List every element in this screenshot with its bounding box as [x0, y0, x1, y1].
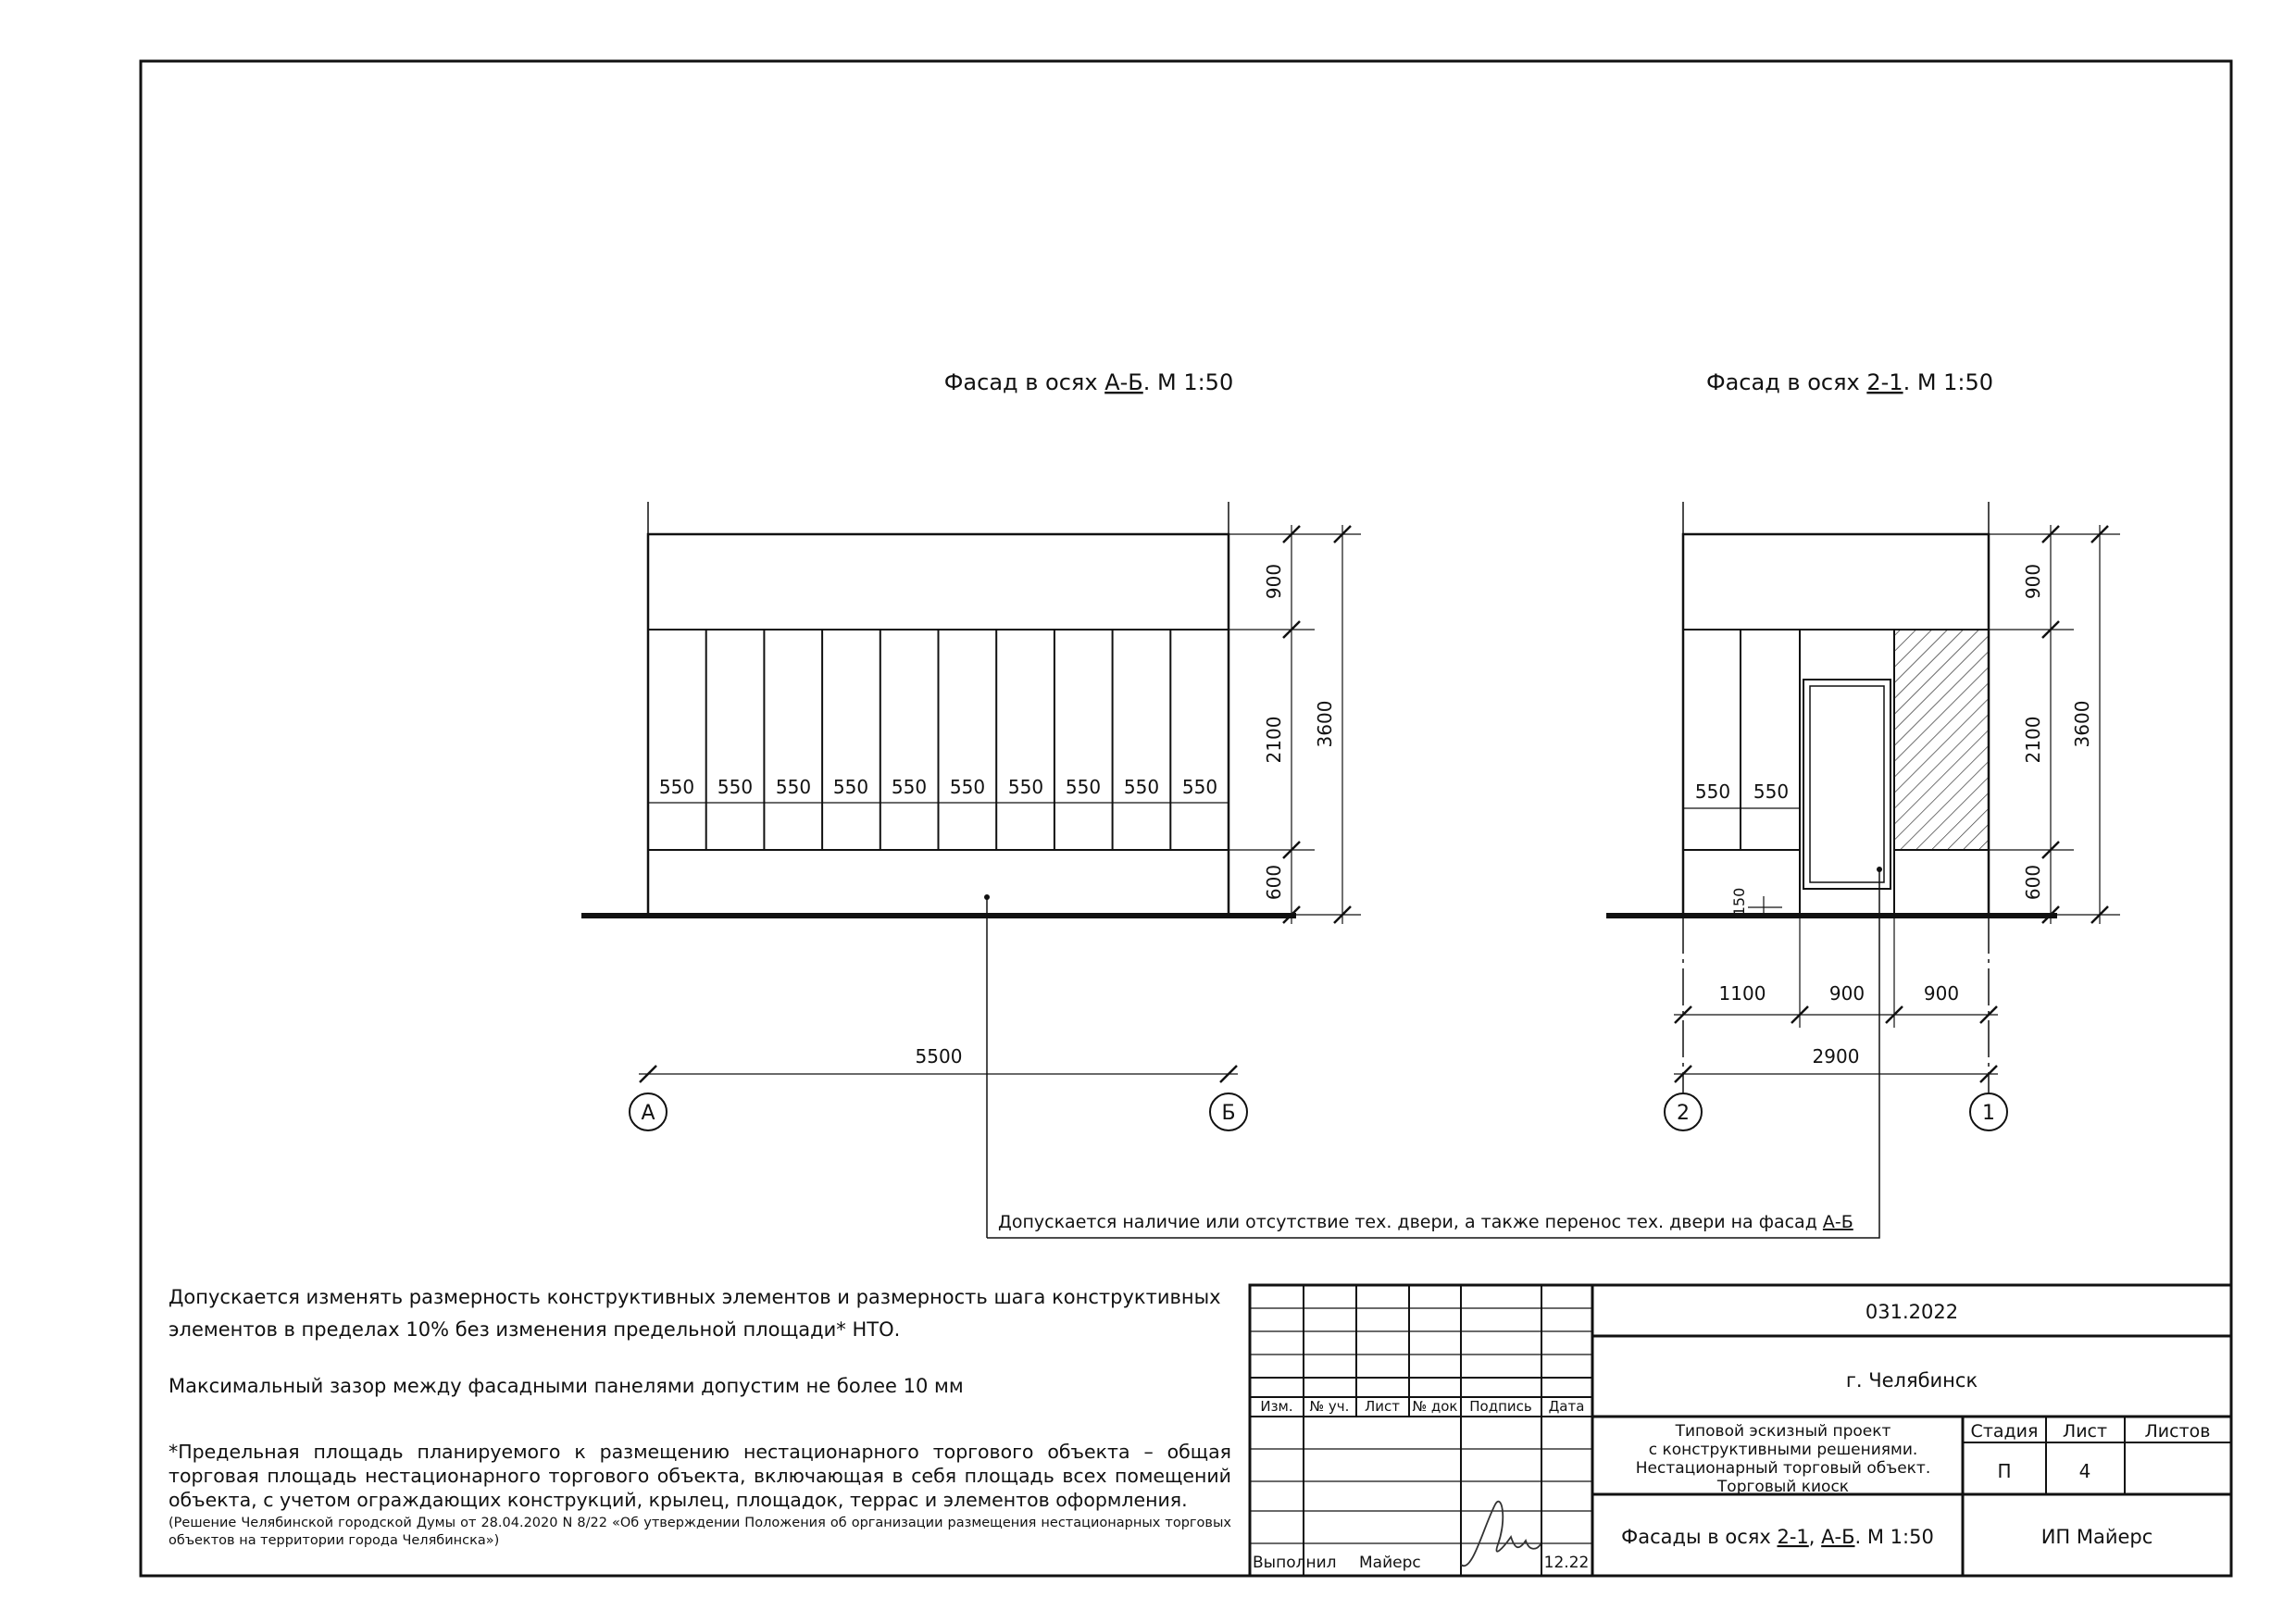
drawing-name: Фасады в осях 2-1, А-Б. М 1:50	[1621, 1526, 1934, 1548]
right-dim-total-width: 2900	[1812, 1045, 1860, 1067]
right-bottom-dim: 1100	[1718, 982, 1766, 1005]
left-module-label: 550	[1181, 776, 1218, 798]
project-line: Типовой эскизный проект	[1675, 1422, 1891, 1441]
title-block-text	[1253, 1301, 2210, 1572]
right-module-label: 550	[1694, 780, 1731, 803]
left-module-label: 550	[949, 776, 986, 798]
left-title-axes: А-Б	[1104, 369, 1143, 395]
drawing-axes-1: 2-1	[1777, 1526, 1809, 1548]
right-facade-labels	[1677, 564, 2093, 1125]
right-dim-top-band: 900	[2022, 563, 2044, 600]
project-line: с конструктивными решениями.	[1648, 1441, 1918, 1459]
axis-label-a: А	[641, 1102, 655, 1125]
right-title-axes: 2-1	[1866, 369, 1903, 395]
sheet-value: 4	[2078, 1460, 2091, 1482]
left-module-label: 550	[717, 776, 754, 798]
left-module-label: 550	[832, 776, 869, 798]
axis-label-2: 2	[1677, 1102, 1690, 1125]
sheets-label: Листов	[2144, 1421, 2211, 1442]
project-code: 031.2022	[1865, 1301, 1959, 1323]
sheet-label: Лист	[2062, 1421, 2108, 1442]
right-dim-door-sill: 150	[1730, 887, 1748, 917]
left-dim-total: 3600	[1314, 700, 1336, 748]
note-decision: (Решение Челябинской городской Думы от 28.04.2020 N 8/22 «Об утверждении Положения об организации размещения нестационарных торговых объектов на территории города Челябинска»)	[168, 1516, 1231, 1548]
left-facade	[581, 502, 1361, 1238]
note-gap: Максимальный зазор между фасадными панелями допустим не более 10 мм	[168, 1375, 964, 1397]
right-dim-plinth: 600	[2022, 864, 2044, 901]
project-line: Торговый киоск	[1716, 1478, 1850, 1496]
right-facade	[987, 502, 2120, 1238]
axis-label-1: 1	[1982, 1102, 1995, 1125]
col-header-list: Лист	[1364, 1398, 1401, 1415]
right-bottom-dim: 900	[1923, 982, 1960, 1005]
left-module-label: 550	[891, 776, 928, 798]
axis-label-b: Б	[1221, 1102, 1236, 1125]
right-dim-total: 3600	[2071, 700, 2093, 748]
left-module-label: 550	[658, 776, 695, 798]
right-module-label: 550	[1753, 780, 1790, 803]
right-bottom-dim: 900	[1828, 982, 1866, 1005]
col-header-nuch: № уч.	[1309, 1398, 1350, 1415]
col-header-ndok: № док	[1412, 1398, 1458, 1415]
tech-door	[1803, 680, 1890, 889]
col-header-data: Дата	[1548, 1398, 1585, 1415]
stage-label: Стадия	[1970, 1421, 2039, 1442]
stage-value: П	[1997, 1460, 2012, 1482]
left-dim-plinth: 600	[1263, 864, 1285, 901]
note-resize: Допускается изменять размерность конструктивных элементов и размерность шага конструктивных элементов в пределах 10% без изменения предельной площади* НТО.	[168, 1286, 1221, 1341]
drawing-axes-2: А-Б	[1821, 1526, 1855, 1548]
note-area: *Предельная площадь планируемого к размещению нестационарного торгового объекта – общая торговая площадь нестационарного торгового объекта, включающая в себя площадь всех помещений объекта, с учетом ограждающих конструкций, крылец, площадок, террас и элементов оформления.	[168, 1441, 1231, 1511]
left-facade-labels	[641, 564, 1336, 1125]
author-name: Майерс	[1359, 1554, 1421, 1572]
left-dim-top-band: 900	[1263, 563, 1285, 600]
left-dim-total-width: 5500	[915, 1045, 963, 1067]
col-header-izm: Изм.	[1260, 1398, 1293, 1415]
left-facade-title: Фасад в осях А-Б. М 1:50	[943, 369, 1234, 395]
role-label: Выполнил	[1253, 1554, 1337, 1572]
right-facade-title: Фасад в осях 2-1. М 1:50	[1705, 369, 1994, 395]
city: г. Челябинск	[1845, 1369, 1978, 1392]
hatched-zone	[1894, 630, 1989, 850]
left-module-label: 550	[1065, 776, 1102, 798]
left-module-label: 550	[1007, 776, 1044, 798]
organization: ИП Майерс	[2040, 1526, 2153, 1548]
left-module-label: 550	[1123, 776, 1160, 798]
door-note: Допускается наличие или отсутствие тех. двери, а также перенос тех. двери на фасад А-Б	[998, 1212, 1853, 1232]
col-header-podpis: Подпись	[1469, 1398, 1532, 1415]
door-note-axes: А-Б	[1822, 1212, 1853, 1232]
left-dim-panels: 2100	[1263, 716, 1285, 764]
project-line: Нестационарный торговый объект.	[1635, 1459, 1931, 1478]
left-module-label: 550	[775, 776, 812, 798]
sign-date: 12.22	[1543, 1554, 1590, 1572]
right-dim-panels: 2100	[2022, 716, 2044, 764]
